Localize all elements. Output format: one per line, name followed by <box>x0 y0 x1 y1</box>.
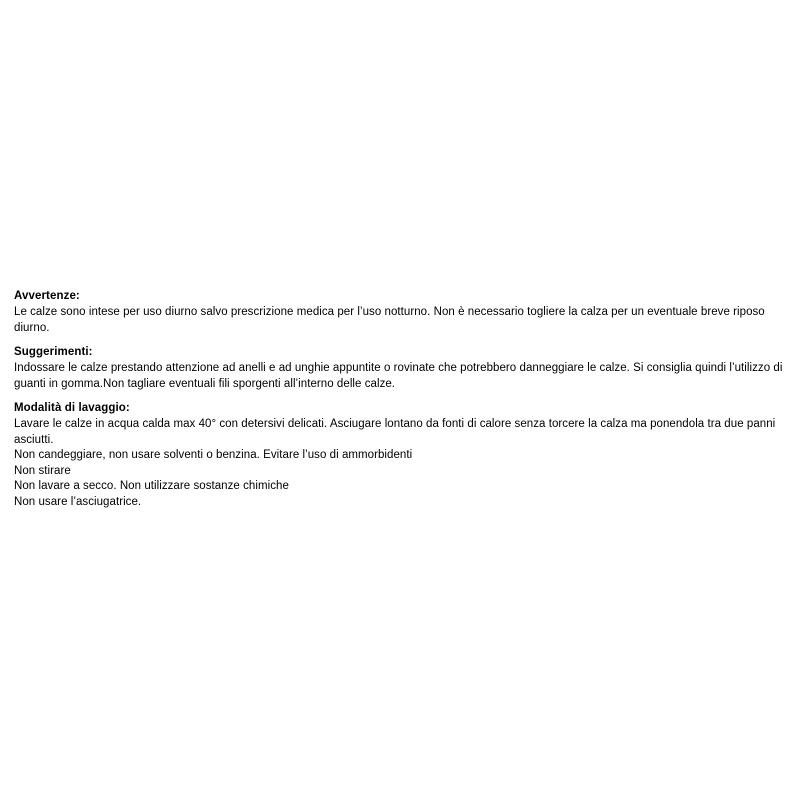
section-paragraph-lavaggio-5: Non usare l’asciugatrice. <box>14 495 142 508</box>
section-heading-modalita-di-lavaggio: Modalità di lavaggio: <box>14 402 130 414</box>
section-paragraph-lavaggio-1: Lavare le calze in acqua calda max 40° con detersivi delicati. Asciugare lontano da fonti di calore senza torcere la calza ma ponendola tra due panni asciutti. <box>14 418 776 446</box>
section-avvertenze <box>14 288 786 336</box>
section-heading-avvertenze: Avvertenze: <box>14 290 80 302</box>
section-paragraph-avvertenze-1: Le calze sono intese per uso diurno salvo prescrizione medica per l’uso notturno. Non è necessario togliere la calza per un eventuale breve riposo diurno. <box>14 306 765 334</box>
section-paragraph-lavaggio-2: Non candeggiare, non usare solventi o benzina. Evitare l’uso di ammorbidenti <box>14 449 413 461</box>
section-paragraph-lavaggio-4: Non lavare a secco. Non utilizzare sostanze chimiche <box>14 480 289 492</box>
section-suggerimenti <box>14 344 786 392</box>
instructions-block <box>14 288 786 512</box>
section-heading-suggerimenti: Suggerimenti: <box>14 346 93 358</box>
section-paragraph-lavaggio-3: Non stirare <box>14 464 71 477</box>
section-modalita-di-lavaggio <box>14 400 786 510</box>
section-paragraph-suggerimenti-1: Indossare le calze prestando attenzione ad anelli e ad unghie appuntite o rovinate che potrebbero danneggiare le calze. Si consiglia quindi l’utilizzo di guanti in gomma.Non tagliare eventuali fili sporgenti all’interno delle calze. <box>14 362 783 390</box>
